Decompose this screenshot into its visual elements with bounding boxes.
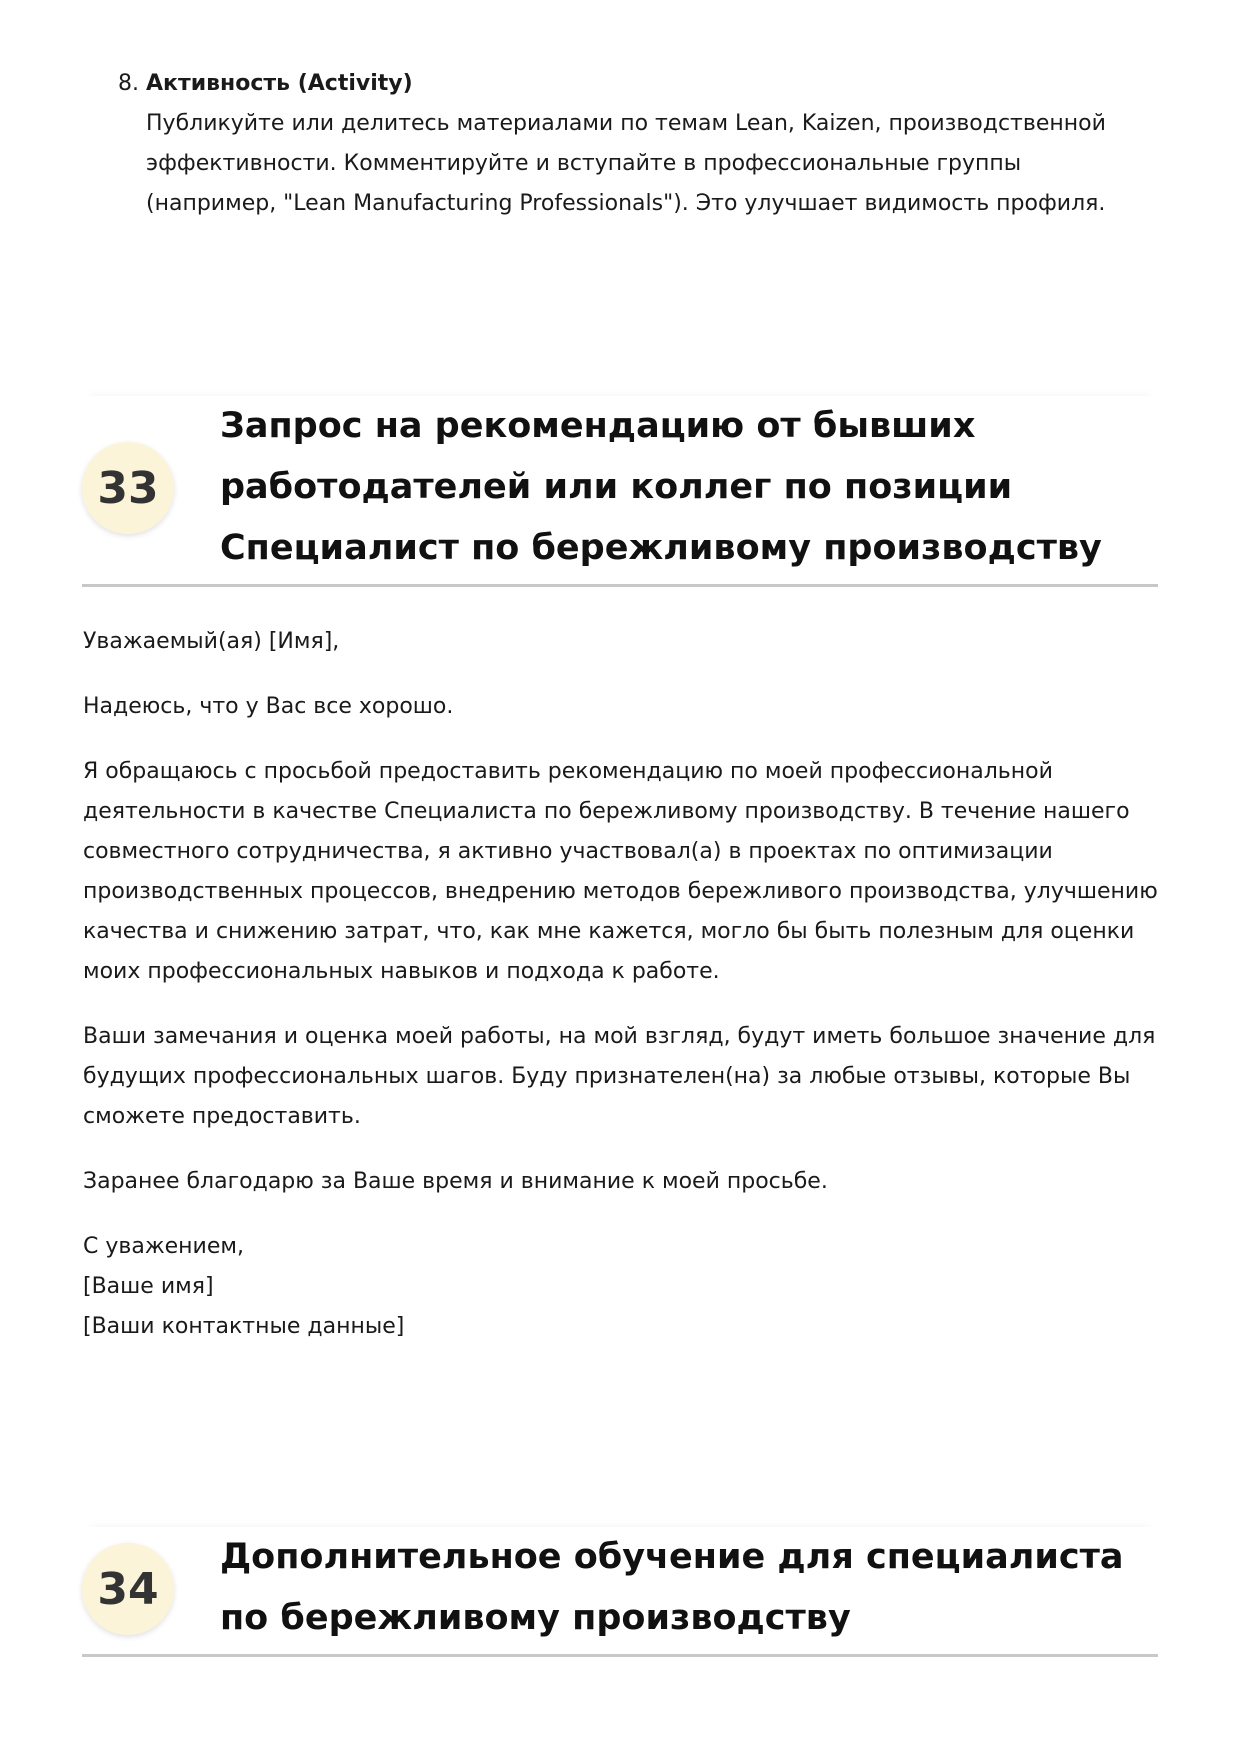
- section-number-badge: 33: [82, 442, 174, 534]
- section-number-badge: 34: [82, 1543, 174, 1635]
- letter-paragraph-1: Надеюсь, что у Вас все хорошо.: [83, 694, 454, 719]
- list-item-body: [146, 64, 1158, 224]
- section-title: Дополнительное обучение для специалиста по бережливому производству: [220, 1537, 1124, 1638]
- letter-signature: [83, 1227, 1163, 1347]
- letter-paragraph-3: Ваши замечания и оценка моей работы, на мой взгляд, будут иметь большое значение для будущих профессиональных шагов. Буду признателен(на) за любые отзывы, которые Вы сможете предоставить.: [83, 1024, 1156, 1129]
- recommendation-letter: [83, 622, 1163, 1372]
- letter-paragraph-4: Заранее благодарю за Ваше время и внимание к моей просьбе.: [83, 1169, 828, 1194]
- letter-name: [Ваше имя]: [83, 1274, 214, 1299]
- list-item-activity: [118, 64, 1158, 224]
- letter-greeting: Уважаемый(ая) [Имя],: [83, 629, 340, 654]
- letter-contacts: [Ваши контактные данные]: [83, 1314, 405, 1339]
- section-header-34: [82, 1527, 1158, 1657]
- list-number: 8.: [118, 71, 139, 96]
- letter-closing: С уважением,: [83, 1234, 244, 1259]
- section-title: Запрос на рекомендацию от бывших работодателей или коллег по позиции Специалист по бережливому производству: [220, 406, 1102, 568]
- list-item-title: Активность (Activity): [146, 71, 413, 96]
- letter-paragraph-2: Я обращаюсь с просьбой предоставить рекомендацию по моей профессиональной деятельности в качестве Специалиста по бережливому производству. В течение нашего совместного сотрудничества, я активно участвовал(а) в проектах по оптимизации производственных процессов, внедрению методов бережливого производства, улучшению качества и снижению затрат, что, как мне кажется, могло бы быть полезным для оценки моих профессиональных навыков и подхода к работе.: [83, 759, 1158, 984]
- section-header-33: [82, 396, 1158, 587]
- list-item-text: Публикуйте или делитесь материалами по темам Lean, Kaizen, производственной эффективности. Комментируйте и вступайте в профессиональные группы (например, "Lean Manufacturing Professionals"). Это улучшает видимость профиля.: [146, 111, 1106, 216]
